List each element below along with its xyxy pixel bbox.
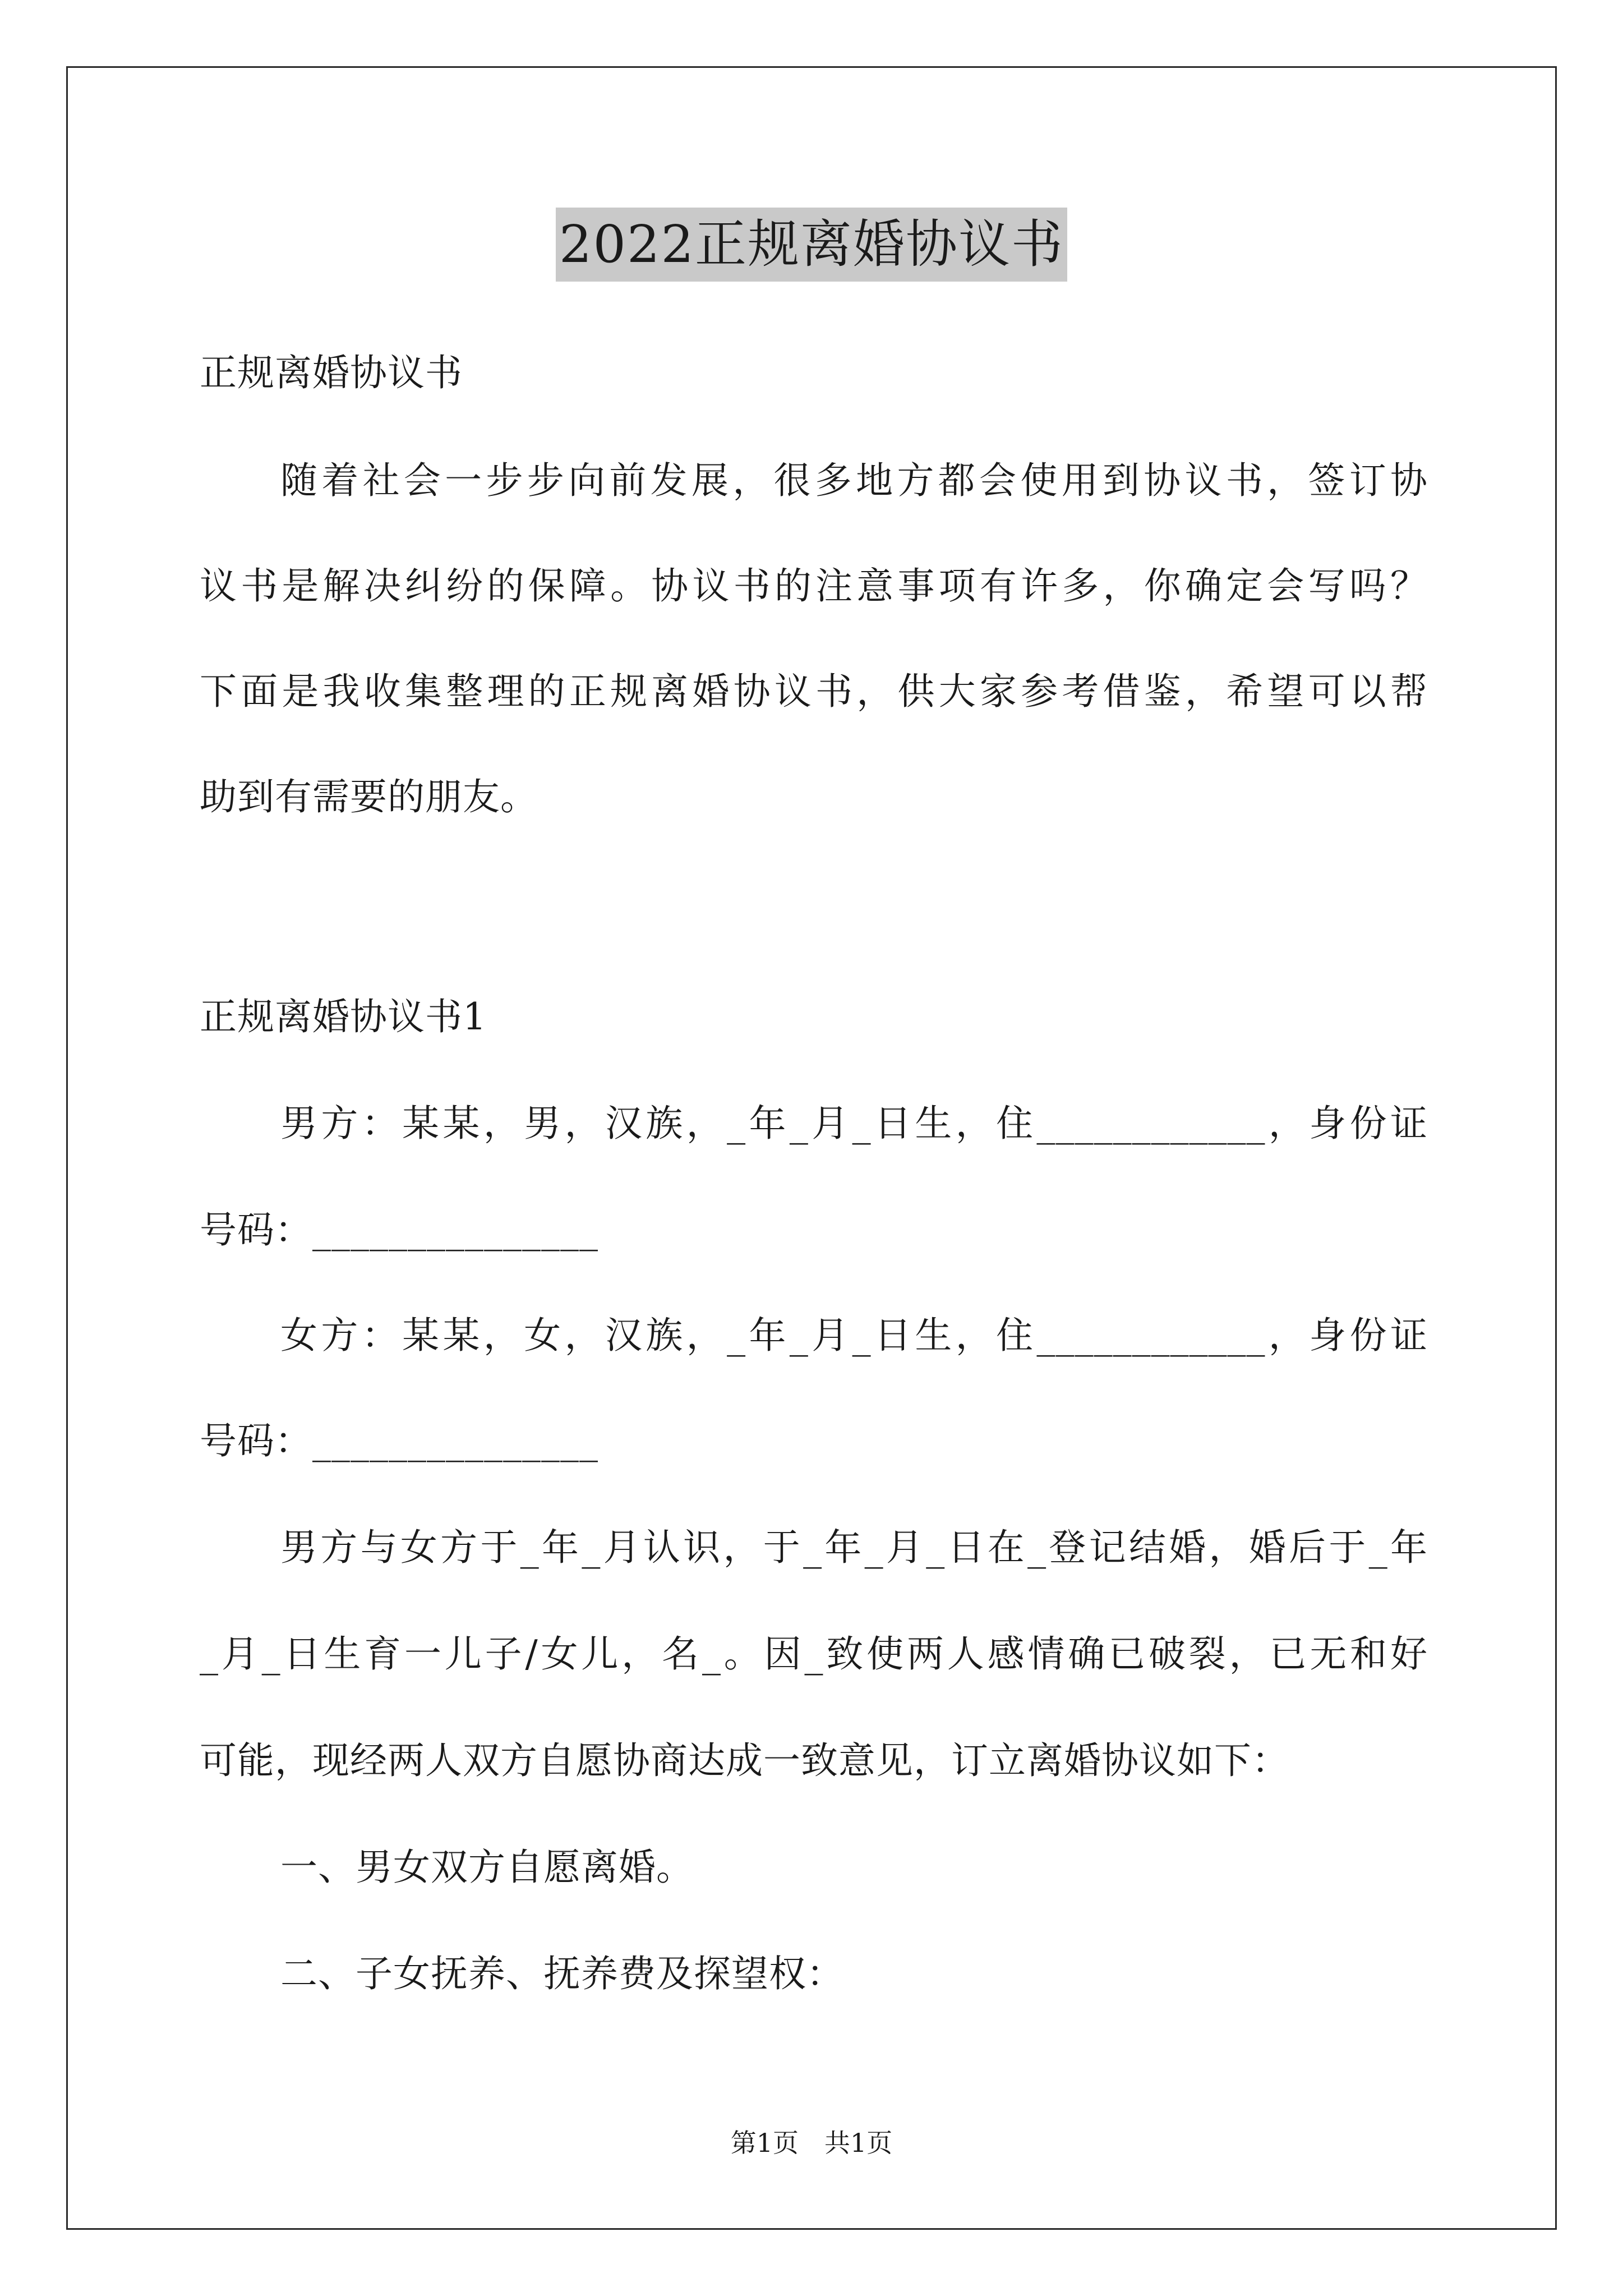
section-heading: 正规离婚协议书1 [200, 995, 487, 1038]
section-heading: 正规离婚协议书 [200, 351, 463, 394]
paragraph-line: 可能，现经两人双方自愿协商达成一致意见，订立离婚协议如下： [200, 1739, 1289, 1782]
paragraph-line: 一、男女双方自愿离婚。 [280, 1846, 694, 1889]
paragraph-line: 男方与女方于_年_月认识，于_年_月_日在_登记结婚，婚后于_年 [280, 1526, 1428, 1569]
paragraph-line: 号码：_______________ [200, 1419, 598, 1462]
paragraph-line: 号码：_______________ [200, 1208, 598, 1251]
paragraph-line: 男方：某某，男，汉族，_年_月_日生，住____________，身份证 [280, 1102, 1428, 1145]
page-footer: 第1页 共1页 [730, 2128, 893, 2158]
paragraph-line: 助到有需要的朋友。 [200, 775, 538, 818]
paragraph-line: 随着社会一步步向前发展，很多地方都会使用到协议书，签订协 [280, 459, 1428, 502]
title-container [0, 208, 1623, 282]
paragraph-line: _月_日生育一儿子/女儿，名_。因_致使两人感情确已破裂，已无和好 [200, 1632, 1428, 1676]
document-title: 2022正规离婚协议书 [556, 208, 1067, 282]
paragraph-line: 二、子女抚养、抚养费及探望权： [280, 1952, 844, 1995]
paragraph-line: 女方：某某，女，汉族，_年_月_日生，住____________，身份证 [280, 1314, 1428, 1357]
paragraph-line: 议书是解决纠纷的保障。协议书的注意事项有许多，你确定会写吗？ [200, 564, 1428, 608]
paragraph-line: 下面是我收集整理的正规离婚协议书，供大家参考借鉴，希望可以帮 [200, 670, 1428, 713]
